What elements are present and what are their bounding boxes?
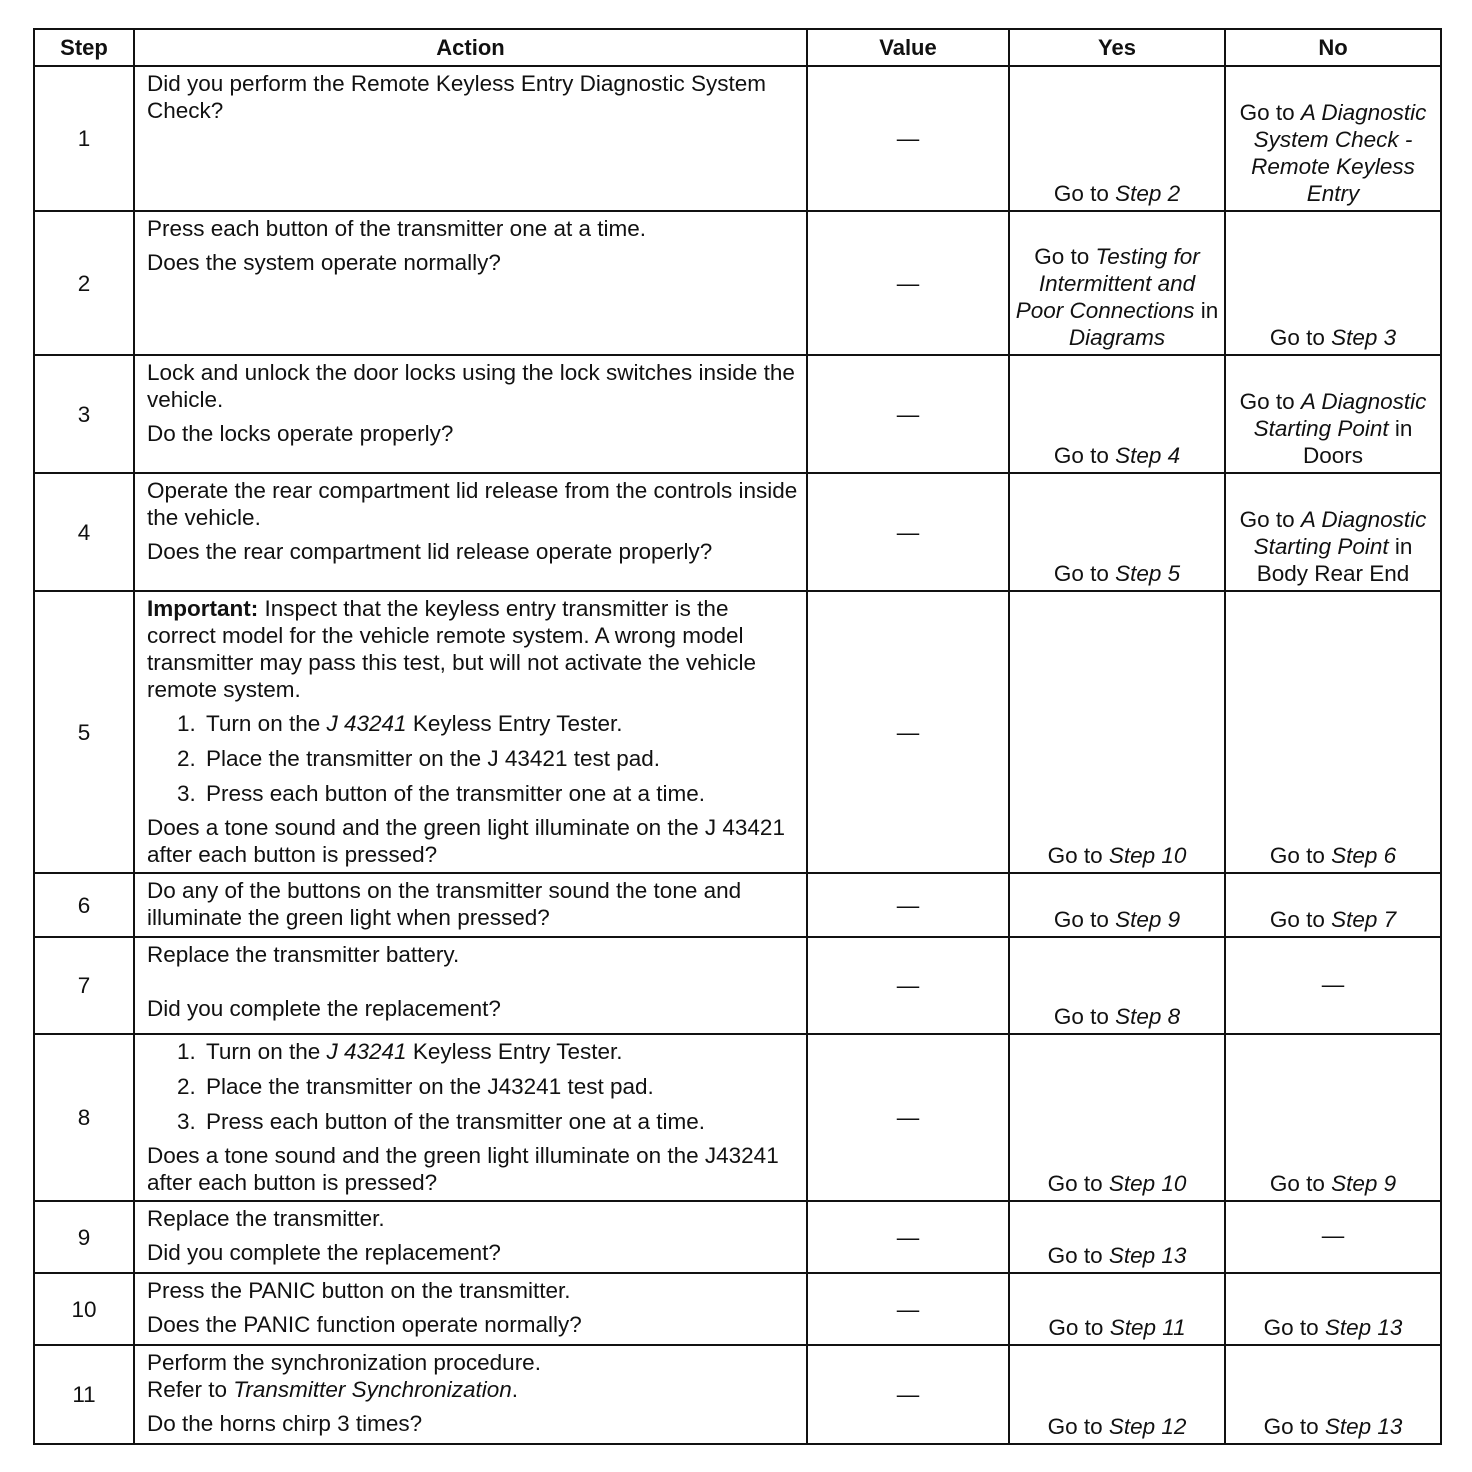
substep-list (147, 1038, 800, 1135)
step-link[interactable]: Step 7 (1331, 907, 1397, 932)
value-cell: — (807, 211, 1009, 355)
goto-text: Go to (1047, 843, 1109, 868)
action-text: Press the PANIC button on the transmitter. (147, 1278, 571, 1303)
action-question: Does a tone sound and the green light illuminate on the J43241 after each button is pressed? (147, 1143, 779, 1195)
action-question: Does a tone sound and the green light illuminate on the J 43421 after each button is pressed? (147, 815, 785, 867)
goto-text: Go to (1269, 907, 1332, 932)
goto-text: Go to (1047, 1171, 1109, 1196)
no-cell (1225, 473, 1441, 591)
no-cell: — (1225, 937, 1441, 1034)
value-cell: — (807, 1345, 1009, 1444)
action-question: Does the rear compartment lid release operate properly? (147, 539, 713, 564)
reference-link[interactable]: Testing for Intermittent and Poor Connections (1015, 244, 1200, 323)
yes-cell (1009, 1201, 1225, 1273)
action-text: Did you perform the Remote Keyless Entry Diagnostic System Check? (147, 71, 766, 123)
diagnostic-table (33, 28, 1442, 1445)
substep-list (147, 710, 800, 807)
step-number: 6 (34, 873, 134, 937)
action-cell (134, 473, 807, 591)
step-link[interactable]: Step 9 (1115, 907, 1181, 932)
step-link[interactable]: Step 4 (1115, 443, 1181, 468)
yes-cell (1009, 937, 1225, 1034)
table-row (34, 66, 1441, 211)
step-link[interactable]: Step 13 (1108, 1243, 1187, 1268)
action-text: Replace the transmitter battery. (147, 942, 460, 967)
step-number: 8 (34, 1034, 134, 1201)
yes-cell (1009, 591, 1225, 873)
header-action: Action (134, 29, 807, 66)
list-item (202, 710, 800, 737)
step-link[interactable]: Step 13 (1324, 1315, 1403, 1340)
action-question: Do any of the buttons on the transmitter sound the tone and illuminate the green light when pressed? (147, 878, 742, 930)
goto-text: Go to (1053, 1004, 1116, 1029)
no-cell (1225, 1345, 1441, 1444)
header-row (34, 29, 1441, 66)
goto-text: Go to (1269, 325, 1332, 350)
no-cell: — (1225, 1201, 1441, 1273)
action-cell (134, 1201, 807, 1273)
substep-text: Turn on the (206, 1039, 327, 1064)
value-cell: — (807, 66, 1009, 211)
value-cell: — (807, 873, 1009, 937)
table-row (34, 1201, 1441, 1273)
action-cell (134, 1034, 807, 1201)
action-cell (134, 873, 807, 937)
action-cell (134, 355, 807, 473)
action-question: Do the locks operate properly? (147, 421, 454, 446)
table-row (34, 591, 1441, 873)
step-number: 11 (34, 1345, 134, 1444)
tool-reference: J 43241 (326, 1039, 407, 1064)
value-cell: — (807, 1034, 1009, 1201)
yes-cell (1009, 1034, 1225, 1201)
no-cell (1225, 211, 1441, 355)
goto-text: Go to (1269, 843, 1332, 868)
table-row (34, 873, 1441, 937)
no-cell (1225, 1273, 1441, 1345)
action-question: Do the horns chirp 3 times? (147, 1411, 423, 1436)
step-number: 4 (34, 473, 134, 591)
goto-text: Go to (1048, 1315, 1110, 1340)
goto-text: in Body Rear End (1256, 534, 1413, 586)
reference-link[interactable]: Diagrams (1068, 325, 1166, 350)
no-cell (1225, 873, 1441, 937)
yes-cell (1009, 1345, 1225, 1444)
table-row (34, 355, 1441, 473)
action-cell (134, 591, 807, 873)
substep-text: Keyless Entry Tester. (406, 711, 623, 736)
step-link[interactable]: Step 9 (1331, 1171, 1397, 1196)
action-line: Refer to (147, 1377, 234, 1402)
step-number: 9 (34, 1201, 134, 1273)
list-item: 3. Press each button of the transmitter one at a time. (202, 780, 800, 807)
step-number: 7 (34, 937, 134, 1034)
step-link[interactable]: Step 13 (1324, 1414, 1403, 1439)
action-question: Does the system operate normally? (147, 250, 501, 275)
no-cell (1225, 591, 1441, 873)
value-cell: — (807, 355, 1009, 473)
goto-text: Go to (1047, 1243, 1109, 1268)
important-label: Important: (147, 596, 259, 621)
important-note (147, 595, 800, 703)
action-question: Did you complete the replacement? (147, 1240, 501, 1265)
yes-cell (1009, 355, 1225, 473)
value-cell: — (807, 1201, 1009, 1273)
reference-link[interactable]: A Diagnostic Starting Point (1253, 507, 1427, 559)
list-item: 3. Press each button of the transmitter one at a time. (202, 1108, 800, 1135)
goto-text: Go to (1239, 507, 1301, 532)
goto-text: Go to (1047, 1414, 1109, 1439)
action-cell (134, 211, 807, 355)
list-item (202, 1038, 800, 1065)
value-cell: — (807, 591, 1009, 873)
action-cell (134, 937, 807, 1034)
goto-text: Go to (1239, 100, 1301, 125)
goto-text: in Doors (1302, 416, 1413, 468)
table-row (34, 473, 1441, 591)
goto-text: Go to (1053, 443, 1116, 468)
step-number: 10 (34, 1273, 134, 1345)
header-no: No (1225, 29, 1441, 66)
step-number: 3 (34, 355, 134, 473)
substep-text: Keyless Entry Tester. (406, 1039, 623, 1064)
step-number: 2 (34, 211, 134, 355)
action-text: Operate the rear compartment lid release from the controls inside the vehicle. (147, 478, 798, 530)
substep-text: Turn on the (206, 711, 327, 736)
goto-text: Go to (1053, 181, 1116, 206)
table-row (34, 1034, 1441, 1201)
value-cell: — (807, 473, 1009, 591)
action-cell (134, 66, 807, 211)
step-link[interactable]: Step 2 (1115, 181, 1181, 206)
goto-text: Go to (1263, 1315, 1325, 1340)
step-number: 5 (34, 591, 134, 873)
table-row (34, 937, 1441, 1034)
yes-cell (1009, 1273, 1225, 1345)
action-line: . (511, 1377, 518, 1402)
header-step: Step (34, 29, 134, 66)
list-item: 2. Place the transmitter on the J43241 test pad. (202, 1073, 800, 1100)
no-cell (1225, 66, 1441, 211)
action-text: Lock and unlock the door locks using the lock switches inside the vehicle. (147, 360, 795, 412)
table-row (34, 211, 1441, 355)
value-cell: — (807, 937, 1009, 1034)
action-question: Did you complete the replacement? (147, 996, 501, 1021)
goto-text: Go to (1239, 389, 1301, 414)
yes-cell (1009, 66, 1225, 211)
yes-cell (1009, 873, 1225, 937)
reference-link[interactable]: Transmitter Synchronization (233, 1377, 512, 1402)
table-row (34, 1273, 1441, 1345)
action-text (147, 1349, 800, 1403)
value-cell: — (807, 1273, 1009, 1345)
important-text: Inspect that the keyless entry transmitter is the correct model for the vehicle remote system. A wrong model transmitter may pass this test, but will not activate the vehicle remote system. (147, 596, 757, 702)
list-item: 2. Place the transmitter on the J 43421 test pad. (202, 745, 800, 772)
header-yes: Yes (1009, 29, 1225, 66)
step-number: 1 (34, 66, 134, 211)
action-text: Press each button of the transmitter one at a time. (147, 216, 647, 241)
step-link[interactable]: Step 10 (1108, 1171, 1187, 1196)
step-link[interactable]: Step 5 (1115, 561, 1181, 586)
no-cell (1225, 355, 1441, 473)
step-link[interactable]: Step 12 (1108, 1414, 1187, 1439)
table-row (34, 1345, 1441, 1444)
yes-cell (1009, 211, 1225, 355)
header-value: Value (807, 29, 1009, 66)
goto-text: Go to (1053, 561, 1116, 586)
step-link[interactable]: Step 6 (1331, 843, 1397, 868)
action-question: Does the PANIC function operate normally? (147, 1312, 582, 1337)
reference-link[interactable]: A Diagnostic System Check - Remote Keyless Entry (1251, 100, 1427, 206)
step-link[interactable]: Step 8 (1115, 1004, 1181, 1029)
step-link[interactable]: Step 11 (1109, 1315, 1186, 1340)
yes-cell (1009, 473, 1225, 591)
goto-text: Go to (1269, 1171, 1332, 1196)
goto-text: Go to (1263, 1414, 1325, 1439)
action-cell (134, 1345, 807, 1444)
goto-text: in (1194, 298, 1219, 323)
goto-text: Go to (1053, 907, 1116, 932)
spacer (147, 975, 800, 995)
reference-link[interactable]: A Diagnostic Starting Point (1253, 389, 1427, 441)
tool-reference: J 43241 (326, 711, 407, 736)
goto-text: Go to (1034, 244, 1096, 269)
action-cell (134, 1273, 807, 1345)
action-line: Perform the synchronization procedure. (147, 1350, 541, 1375)
step-link[interactable]: Step 3 (1331, 325, 1397, 350)
step-link[interactable]: Step 10 (1108, 843, 1187, 868)
action-text: Replace the transmitter. (147, 1206, 385, 1231)
no-cell (1225, 1034, 1441, 1201)
